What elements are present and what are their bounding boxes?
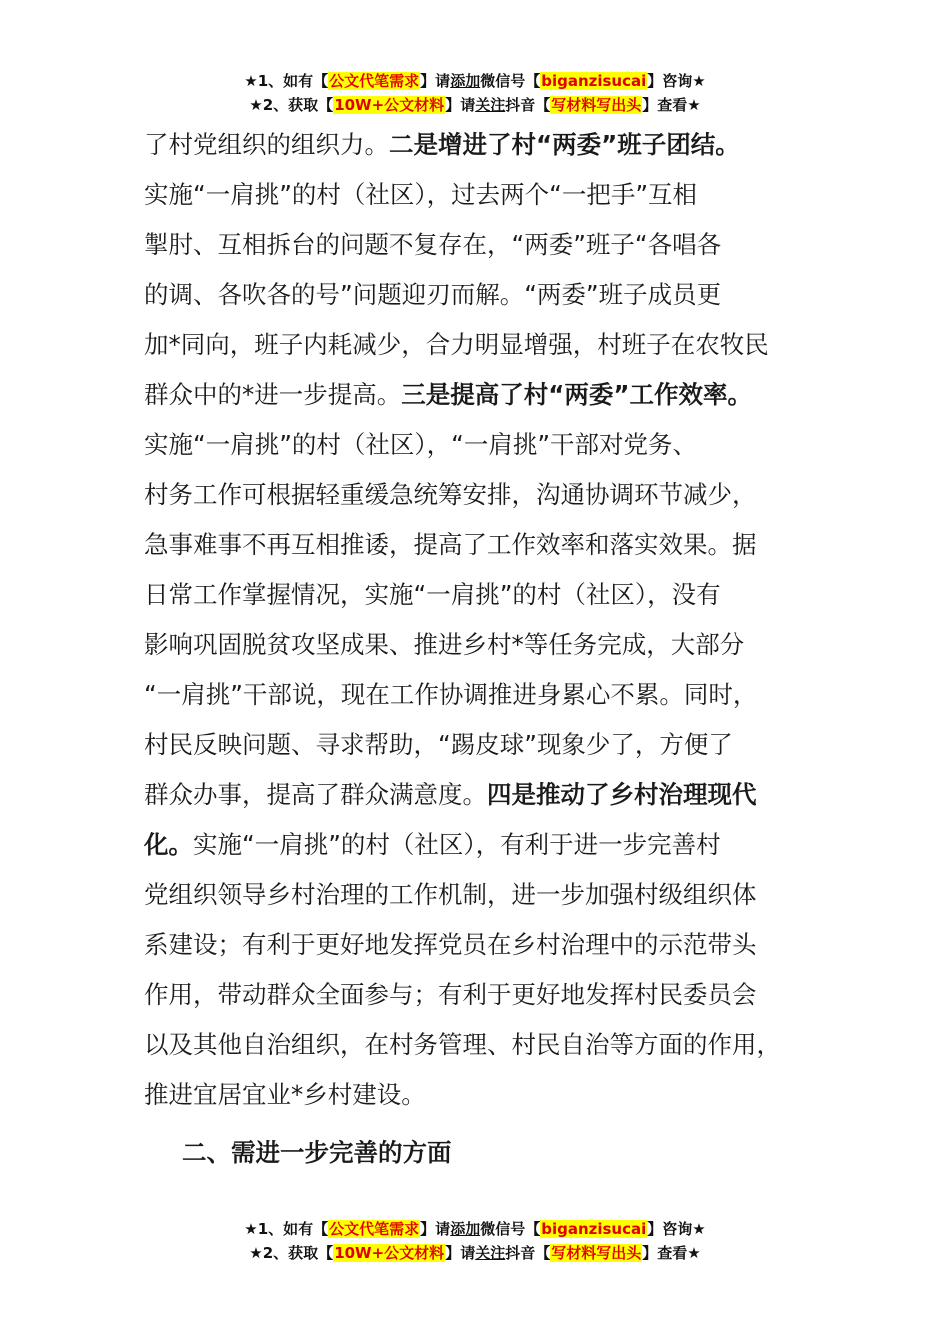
text-line: 化。实施“一肩挑”的村（社区），有利于进一步完善村: [144, 830, 721, 859]
text-line: 掣肘、互相拆台的问题不复存在，“两委”班子“各唱各: [144, 230, 722, 259]
text-line: 群众中的*进一步提高。三是提高了村“两委”工作效率。: [144, 380, 752, 409]
banner-highlight-wechat: biganzisucai: [541, 1220, 647, 1238]
banner-line-1: ★1、如有【公文代笔需求】请添加微信号【biganzisucai】咨询★: [244, 72, 706, 90]
banner-highlight-douyin: 写材料写出头: [551, 96, 642, 114]
banner-highlight-materials: 10W+公文材料: [334, 96, 445, 114]
header-banner: [0, 69, 950, 117]
text-line: 实施“一肩挑”的村（社区），过去两个“一把手”互相: [144, 180, 698, 209]
banner-line-2: ★2、获取【10W+公文材料】请关注抖音【写材料写出头】查看★: [249, 1244, 701, 1262]
banner-line-2: ★2、获取【10W+公文材料】请关注抖音【写材料写出头】查看★: [249, 96, 701, 114]
text-line: 村务工作可根据轻重缓急统筹安排，沟通协调环节减少，: [144, 480, 757, 509]
text-line: 村民反映问题、寻求帮助，“踢皮球”现象少了，方便了: [144, 730, 733, 759]
text-line: 以及其他自治组织，在村务管理、村民自治等方面的作用，: [144, 1030, 781, 1059]
text-line: 急事难事不再互相推诿，提高了工作效率和落实效果。据: [144, 530, 757, 559]
text-line: 影响巩固脱贫攻坚成果、推进乡村*等任务完成，大部分: [144, 630, 745, 659]
banner-highlight-materials: 10W+公文材料: [334, 1244, 445, 1262]
text-line: 推进宜居宜业*乡村建设。: [144, 1080, 426, 1109]
text-line: 的调、各吹各的号”问题迎刃而解。“两委”班子成员更: [144, 280, 722, 309]
banner-highlight-service: 公文代笔需求: [329, 72, 420, 90]
text-line: “一肩挑”干部说，现在工作协调推进身累心不累。同时，: [144, 680, 758, 709]
text-line: 群众办事，提高了群众满意度。四是推动了乡村治理现代: [144, 780, 757, 809]
point-four-heading-end: 化。: [144, 830, 193, 859]
banner-line-1: ★1、如有【公文代笔需求】请添加微信号【biganzisucai】咨询★: [244, 1220, 706, 1238]
point-two-heading: 二是增进了村“两委”班子团结。: [389, 130, 740, 159]
section-heading: 二、需进一步完善的方面: [182, 1138, 452, 1167]
body-paragraph: [144, 120, 808, 1120]
text-line: 系建设；有利于更好地发挥党员在乡村治理中的示范带头: [144, 930, 757, 959]
banner-highlight-wechat: biganzisucai: [541, 72, 647, 90]
footer-banner: [0, 1217, 950, 1265]
text-line: 党组织领导乡村治理的工作机制，进一步加强村级组织体: [144, 880, 757, 909]
banner-highlight-service: 公文代笔需求: [329, 1220, 420, 1238]
point-four-heading: 四是推动了乡村治理现代: [487, 780, 757, 809]
text-line: 作用，带动群众全面参与；有利于更好地发挥村民委员会: [144, 980, 757, 1009]
text-line: 实施“一肩挑”的村（社区），“一肩挑”干部对党务、: [144, 430, 698, 459]
banner-highlight-douyin: 写材料写出头: [551, 1244, 642, 1262]
text-line: 加*同向，班子内耗减少，合力明显增强，村班子在农牧民: [144, 330, 769, 359]
text-line: 日常工作掌握情况，实施“一肩挑”的村（社区），没有: [144, 580, 721, 609]
text-line: 了村党组织的组织力。二是增进了村“两委”班子团结。: [144, 130, 740, 159]
point-three-heading: 三是提高了村“两委”工作效率。: [401, 380, 752, 409]
